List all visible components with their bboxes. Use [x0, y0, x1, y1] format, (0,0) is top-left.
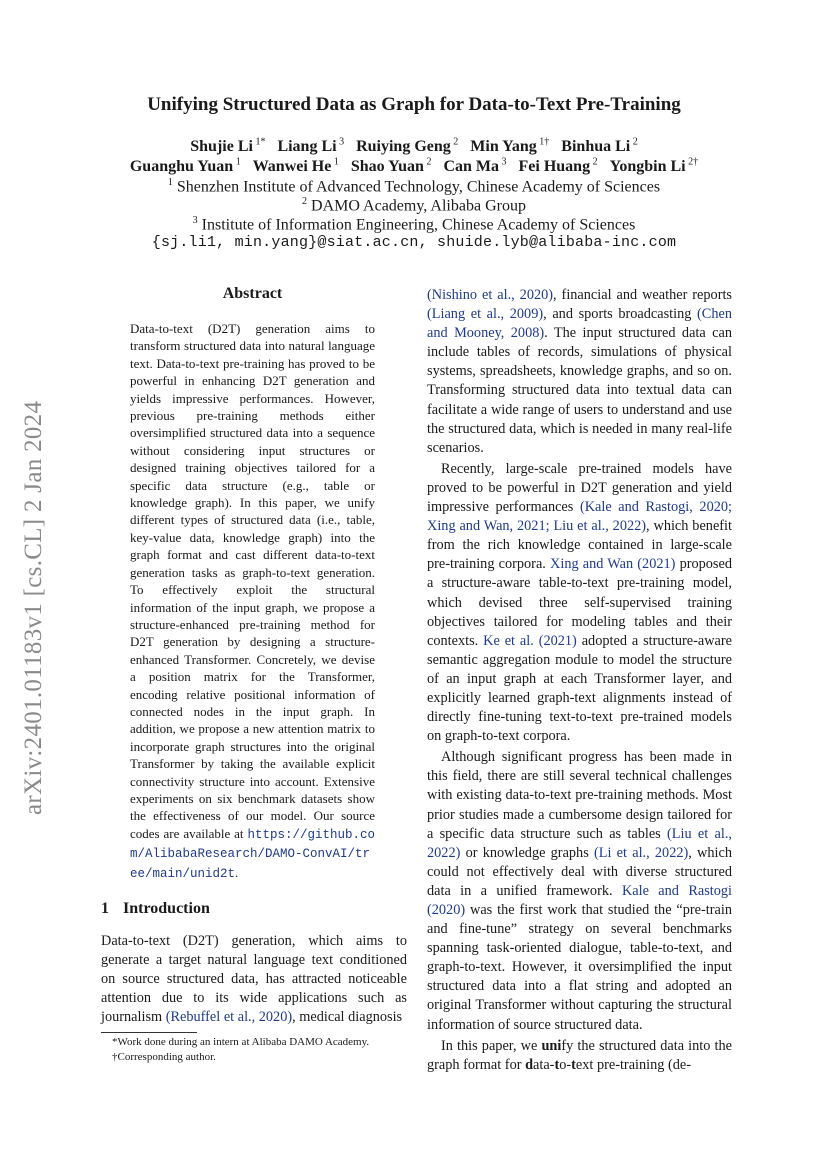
author [253, 158, 339, 175]
citation-link[interactable]: (Rebuffel et al., 2020) [165, 1009, 293, 1026]
section-number: 1 [101, 900, 109, 917]
paragraph-text: o- [559, 1056, 572, 1073]
paragraph-text: or knowledge graphs [460, 844, 594, 861]
bold-letter: t [554, 1056, 560, 1073]
section-title: Introduction [123, 900, 210, 917]
footnote-2: †Corresponding author. [112, 1051, 216, 1063]
author [470, 138, 549, 155]
paragraph-1 [427, 286, 732, 458]
paragraph-text: ata- [533, 1056, 555, 1073]
author-name: Shao Yuan [350, 158, 424, 176]
author-affiliation-marker: 2 [450, 137, 459, 148]
paragraph-text: ext pre-training (de- [575, 1056, 692, 1073]
author-name: Fei Huang [518, 158, 591, 176]
right-column [427, 286, 732, 1075]
abstract-end: . [235, 864, 239, 880]
author-affiliation-marker: 1 [331, 157, 339, 168]
author-name: Guanghu Yuan [129, 158, 234, 176]
citation-link[interactable]: (Li et al., 2022) [594, 844, 689, 861]
citation-link[interactable]: (Liu et al., 2022) [427, 825, 732, 861]
paragraph-text: In this paper, we [441, 1037, 542, 1054]
citation-link[interactable]: (Chen and Mooney, 2008) [427, 306, 732, 342]
author-name: Min Yang [470, 138, 537, 156]
citation-link[interactable]: (Liang et al., 2009) [427, 306, 544, 323]
author-name: Shujie Li [190, 138, 253, 156]
paragraph-text: , which could not effectively deal with diverse structured data in a unified framework. [427, 844, 732, 899]
intro-text: Data-to-text (D2T) generation, which aims to generate a target natural language text conditioned on source structured data, has attracted noticeable attention due to its wide applications such as journalism [101, 933, 407, 1026]
author [277, 138, 344, 155]
author-affiliation-marker: 3 [336, 137, 345, 148]
author-name: Binhua Li [561, 138, 631, 156]
author-name: Yongbin Li [609, 158, 686, 176]
author-affiliation-marker: 3 [499, 157, 507, 168]
author-name: Wanwei He [252, 158, 332, 176]
affiliation-text: DAMO Academy, Alibaba Group [311, 197, 526, 215]
citation-link[interactable]: (Nishino et al., 2020) [427, 287, 554, 303]
paragraph-text: Although significant progress has been made in this field, there are still several technical challenges with existing data-to-text pre-training methods. Most prior studies made a cumbersome design tailored for a specific data structure such as tables [427, 749, 732, 842]
author [356, 138, 458, 155]
abstract-text: Data-to-text (D2T) generation aims to transform structured data into natural language text. Data-to-text pre-training has proved to be powerful in enhancing D2T generation and yields impressive performances. However, previous pre-training methods either oversimplified structured data into a sequence without considering input structures or designed training objectives tailored for a specific data structure (e.g., table or knowledge graph). In this paper, we unify different types of structured data (i.e., table, key-value data, knowledge graph) into the graph format and cast different data-to-text generation tasks as graph-to-text generation. To effectively exploit the structural information of the input graph, we propose a structure-enhanced pre-training method for D2T generation by designing a structure-enhanced Transformer. Concretely, we devise a position matrix for the Transformer, encoding relative positional information of connected nodes in the input graph. In addition, we propose a new attention matrix to incorporate graph structures into the original Transformer by taking the available explicit connectivity structure into account. Extensive experiments on six benchmark datasets show the effectiveness of our model. Our source codes are available at [130, 321, 375, 841]
author [443, 158, 506, 175]
author [190, 138, 265, 155]
author-affiliation-marker: 2 [630, 137, 638, 148]
citation-link[interactable]: (Kale and Rastogi, 2020; Xing and Wan, 2021; Liu et al., 2022) [427, 499, 732, 535]
affiliation-text: Institute of Information Engineering, Chinese Academy of Sciences [201, 216, 636, 234]
intro-paragraph [101, 932, 407, 1027]
bold-letter: t [571, 1056, 576, 1073]
paper-title: Unifying Structured Data as Graph for Data-to-Text Pre-Training [147, 94, 681, 115]
citation-link[interactable]: Xing and Wan (2021) [550, 556, 676, 573]
paragraph-4 [427, 1037, 732, 1075]
author [561, 138, 637, 155]
citation-link[interactable]: Kale and Rastogi (2020) [427, 882, 733, 918]
author [351, 158, 432, 175]
paragraph-text: , and sports broadcasting [543, 306, 698, 323]
paragraph-text: fy the structured data into the graph format for [427, 1037, 732, 1073]
intro-text: , medical diagnosis [292, 1009, 403, 1026]
author [130, 158, 241, 175]
abstract-body [130, 320, 375, 883]
affiliation-2 [0, 196, 828, 215]
abstract-heading: Abstract [222, 285, 283, 302]
paragraph-text: was the first work that studied the “pre-train and fine-tune” strategy on several benchmarks spanning task-oriented dialogue, table-to-text, and graph-to-text. However, it oversimplified the input structured data into a flat string and adopted an original Transformer without capturing the structural information of source structured data. [427, 902, 732, 1033]
author-affiliation-marker: 1† [536, 137, 550, 148]
paragraph-text: adopted a structure-aware semantic aggregation module to model the structure of an input graph at each Transformer layer, and explicitly learned graph-text alignments instead of directly fine-tuning text-to-text pre-trained models on graph-to-text corpora. [427, 632, 733, 745]
affiliation-marker: 3 [192, 215, 198, 226]
author-affiliation-marker: 2 [423, 157, 432, 168]
author-affiliation-marker: 1* [252, 137, 266, 148]
author-name: Liang Li [277, 138, 337, 156]
bold-letter: d [525, 1056, 534, 1073]
author-affiliation-marker: 2† [685, 157, 699, 168]
author-name: Can Ma [443, 158, 500, 176]
affiliation-marker: 1 [167, 177, 173, 188]
paragraph-text: proposed a structure-aware table-to-text pre-training model, which devised three self-supervised training objectives tailored for modeling tables and their contexts. [427, 556, 732, 649]
paragraph-2 [427, 460, 732, 746]
authors-line-2 [0, 157, 828, 176]
bold-letter: uni [541, 1037, 562, 1054]
author-emails: {sj.li1, min.yang}@siat.ac.cn, shuide.lyb@alibaba-inc.com [151, 234, 677, 251]
affiliation-1 [0, 177, 828, 196]
footnote-divider [101, 1032, 197, 1033]
affiliation-marker: 2 [302, 196, 308, 207]
arxiv-identifier-stamp: arXiv:2401.01183v1 [cs.CL] 2 Jan 2024 [20, 400, 47, 816]
paragraph-3 [427, 748, 732, 1034]
affiliation-text: Shenzhen Institute of Advanced Technology, Chinese Academy of Sciences [176, 178, 661, 196]
author-affiliation-marker: 1 [233, 157, 241, 168]
footnotes [112, 1035, 412, 1065]
paragraph-text: Recently, large-scale pre-trained models have proved to be powerful in D2T generation and yield impressive performances [427, 460, 732, 516]
paragraph-text: , which benefit from the rich knowledge contained in large-scale pre-training corpora. [427, 518, 732, 573]
paragraph-text: . The input structured data can include tables of records, simulations of physical systems, spreadsheets, knowledge graphs, and so on. Transforming structured data into textual data can facilitate a wide range of users to understand and use the structured data, which is needed in many real-life scenarios. [427, 325, 732, 456]
author-name: Ruiying Geng [356, 138, 451, 156]
paragraph-text: , financial and weather reports [553, 287, 732, 303]
author [519, 158, 598, 175]
section-heading-introduction [101, 900, 210, 918]
citation-link[interactable]: Ke et al. (2021) [483, 632, 577, 649]
source-code-link[interactable]: https://github.com/AlibabaResearch/DAMO-ConvAI/tree/main/unid2t [130, 827, 375, 881]
footnote-1: *Work done during an intern at Alibaba DAMO Academy. [112, 1036, 370, 1048]
author [610, 158, 699, 175]
author-affiliation-marker: 2 [590, 157, 598, 168]
authors-line-1 [0, 137, 828, 156]
affiliation-3 [0, 215, 828, 234]
